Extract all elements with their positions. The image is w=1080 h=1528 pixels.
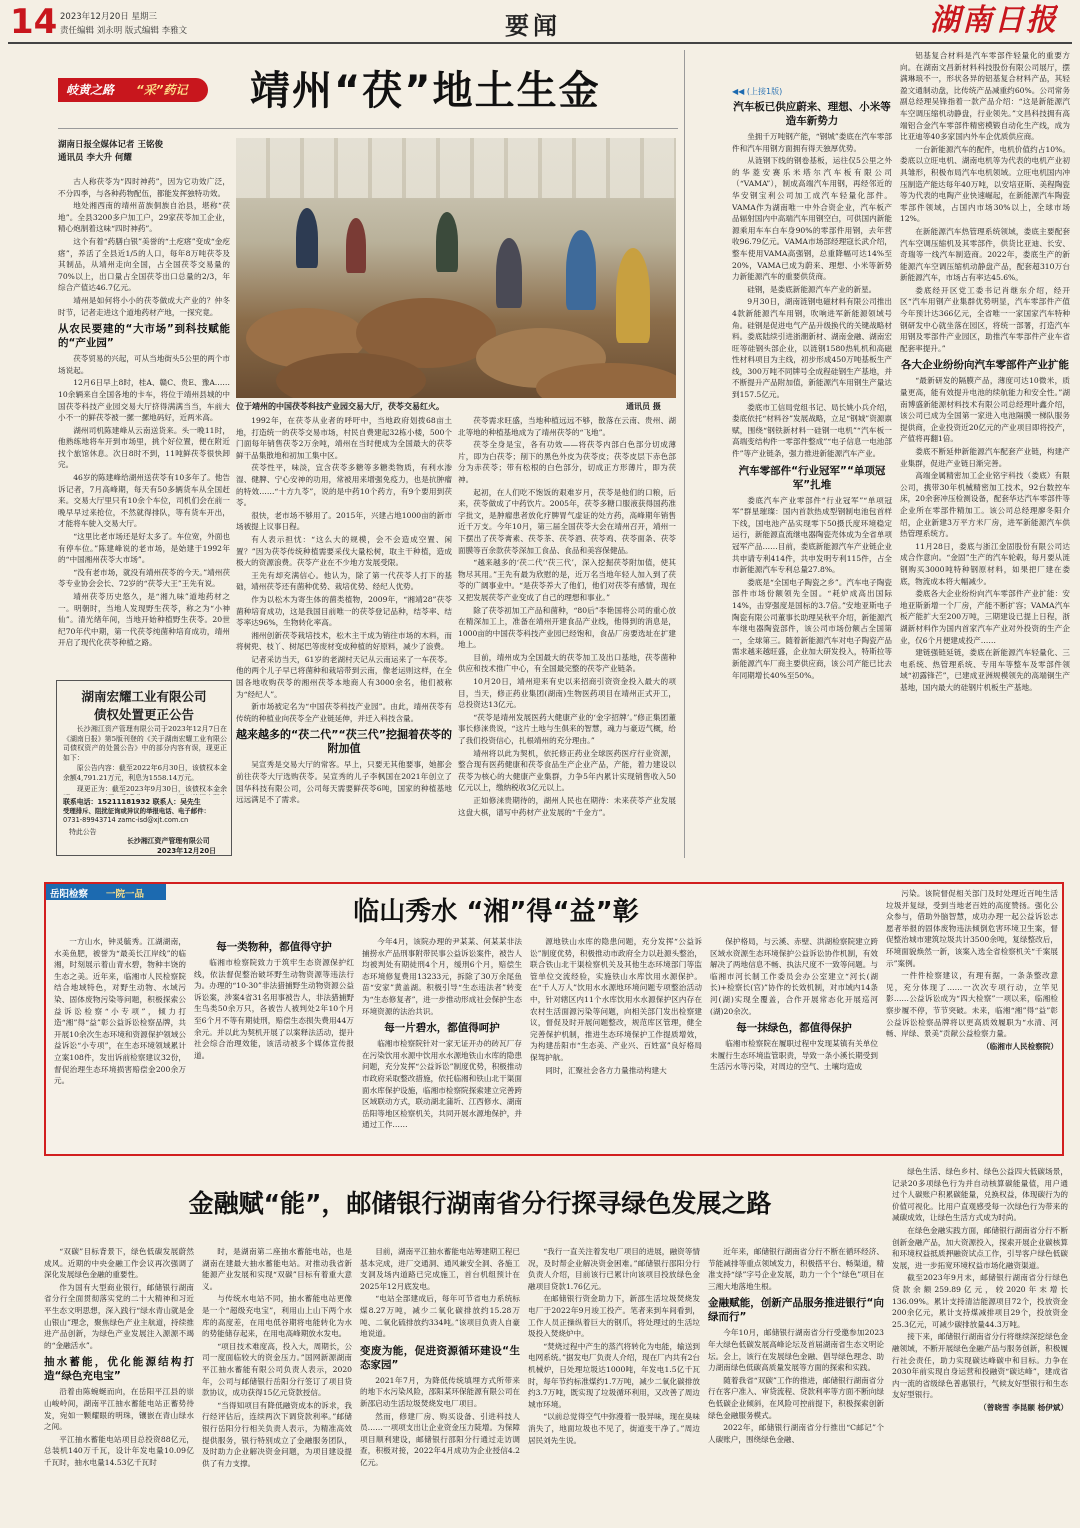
bank-sub-2: 变废为能，促进资源循环建设“生态家园” (360, 1344, 520, 1371)
paragraph: 与传统水电站不同，抽水蓄能电站更像是一个“超级充电宝”，利用山上山下两个水库的高度差，在用电低谷期将电能转化为水的势能储存起来，在用电高峰期放水发电。 (202, 1294, 352, 1339)
paragraph: 时，是湖南第二座抽水蓄能电站，也是湖南在建最大抽水蓄能电站。对推动我省新能源产业发展和实现“双碳”目标有着重大意义。 (202, 1247, 352, 1291)
bank-col5-body (708, 1246, 884, 1292)
auto-subtitle-1: 汽车板已供应蔚来、理想、小米等造车新势力 (733, 101, 891, 127)
paragraph: 目前，靖州成为全国最大的茯苓加工及出口基地，茯苓菌种供应和技术推广中心，有全国最完整的茯苓产业链条。 (458, 652, 676, 674)
auto-col1-body2 (732, 495, 892, 682)
paragraph: 靖州茯苓历史悠久，是“湘九味”道地药材之一。明朝时，当地人发现野生茯苓，称之为“小神仙”。清光绪年间，当地开始种植野生茯苓。20世纪70年代中期，第一代茯苓纯菌种培育成功，靖州开启了现代化茯苓种植之路。 (58, 592, 230, 648)
proc-col1 (54, 936, 186, 1154)
notice-date: 2023年12月20日 (157, 847, 217, 855)
paragraph: 10月20日，靖州迎来有史以来招商引资资金投入最大的项目，当天，修正药业集团(湖南)生物医药项目在靖州正式开工，总投资达13亿元。 (458, 677, 676, 710)
top-story-col1 (58, 176, 230, 672)
bank-col2-body (202, 1246, 352, 1469)
notice-closing: 特此公告 (69, 828, 97, 836)
paragraph: 从涟钢下线的钢卷基板，运往仅5公里之外的华菱安赛乐米塔尔汽车板有限公司（“VAMA”），制成高端汽车用钢，再经邻近的华安钢宝利公司加工成汽车轻量化部件。VAMA作为湖南唯一中外合资企业，汽车板产品辐射国内中高端汽车用钢空白，可供国内新能源乘用车车白车身90%的零部件用钢，去年营收96.79亿元。VAMA市场部经理寇长武介绍，整车使用VAMA高强钢，总重降幅可达14%至20%，VAMA已成为蔚来、理想、小米等新势力新能源汽车的重要供货商。 (732, 156, 892, 282)
paragraph: “我行一直关注着发电厂项目的进展，融资等情况，及时帮企业解决资金困难。”邮储银行邵阳分行负责人介绍，目前该行已累计向该项目投放绿色金融项目贷款1.76亿元。 (528, 1247, 700, 1291)
paragraph: 坐拥千万吨钢产能，“钢城”娄底在汽车零部件和汽车用钢方面拥有得天独厚优势。 (732, 132, 892, 153)
photo-credit: 通讯员 摄 (626, 402, 661, 411)
paragraph: 绿色生活、绿色乡村、绿色公益四大低碳场景，记录20多项绿色行为并自动核算碳能量值，用户通过个人碳账户积累碳能量，兑换权益，体现碳行为的价值可视化。比用户直观感受每一次绿色行为带来的减碳成效，让绿色生活方式成为时尚。 (892, 1167, 1068, 1223)
masthead-logo: 湖南日报 (930, 3, 1058, 38)
paragraph: “双碳”目标背景下，绿色低碳发展蔚然成风。近期的中央金融工作会议再次强调了深化发展绿色金融的重要性。 (44, 1247, 194, 1280)
paragraph: 12月6日早上8时，桂A、赣C、贵E、豫A……10余辆来自全国各地的卡车，将位于靖州县城的中国茯苓科技产业园交易大厅挤得满满当当，车前大小不一的鲜茯苓被一摞一摞地码好，近两米高。 (58, 378, 230, 423)
page-header (0, 0, 1080, 44)
paragraph: 娄底汽车产业零部件“行业冠军”“单项冠军”群星璀璨：国内首款热成型钢制电池包首样下线，国电池产品实现零下50摄氏度环境稳定运行，新能源直流继电器陶瓷壳体成为全省单项冠军产品……目前，娄底新能源汽车产业链企业共申请专利414件，共申发明专利115件，占全市新能源汽车专利总量27.8%。 (732, 495, 892, 575)
proc-sub-2: 每一片碧水，都值得呵护 (384, 1022, 500, 1035)
paragraph: 沿着由陈蜿蜒而向，在岳阳平江县的崇山峻岭间，湖南平江抽水蓄能电站正蓄势待发，宛如一颗耀眼的明珠，镶嵌在青山绿水之间。 (44, 1387, 194, 1432)
procuratorate-tag-b: 一院一品 (106, 889, 145, 900)
paragraph: 一件件检察建议，有理有据，一条条整改意见，充分体现了……一次次专项行动，立竿见影……公益诉讼成为“四大检察”一项以来，临湘检察步履不停，节节突破。未来，临湘“湘”得“益”彰公益诉讼检察品牌将以更高质效履职为“水清、河畅、岸绿、景美”贡献公益检察力量。 (886, 971, 1058, 1039)
paragraph: 长沙湘江资产管理有限公司于2023年12月7日在《湖南日报》第5版刊登的《关于湖南宏耀工业有限公司债权资产的处置公告》中的部分内容有误，现更正如下： (63, 725, 227, 762)
paragraph: 起初，在人们吃不饱饭的艰难岁月，茯苓是他们的口粮，后来，茯苓做成了中药饮片。2005年，茯苓多糖口服液获得国药准字批文，是肿瘤患者放化疗脾胃气虚证的处方药，高峰期年销售近千万支。今年10月，第三届全国茯苓大会在靖州召开，靖州一下摆出了茯苓膏素、茯苓茶、茯苓酒、茯苓鸡、茯苓面条、茯苓面膜等百余款茯苓深加工食品、食品和美容保健品。 (458, 487, 676, 555)
bank-col2 (202, 1246, 352, 1526)
paragraph: 娄底是“全国电子陶瓷之乡”。汽车电子陶瓷部件市场份额领先全国。“耗炉成高出国际14%，击穿强度是国标的3.7倍。”安地亚斯电子陶瓷有限公司董事长助理吴秋平介绍，新能源汽车继电器陶瓷部件，该公司市场份额占全国第一，全球第三。随着新能源汽车对电子陶瓷产品需求越来越旺盛，企业加大研发投入，特斯拉等新能源汽车厂商主要供应商，该公司产能已比去年同期增长40%至50%。 (732, 577, 892, 680)
paragraph: 截至2023年9月末，邮储银行湖南省分行绿色贷款余额259.89亿元，较2020年末增长136.09%。累计支持清洁能源项目72个，投放资金200余亿元，累计支持煤减排项目29个，投放资金25.3亿元，可减少碳排放量44.3万吨。 (892, 1273, 1068, 1329)
paragraph: 一方山水，钟灵毓秀。江湖湖南，水美鱼肥，被誉为“最美长江岸线”的临湘，时刻展示着山青水碧，物种丰饶的生态之美。近年来，临湘市人民检察院结合地域特色，对野生动物、水域污染、固体废物污染等问题，积极探索公益诉讼检察“小专项”，倾力打造“湘”得“益”彰公益诉讼检察品牌，共开展10余次生态环境和资源保护领域公益诉讼“小专项”，在生态环境领域累计立案108件，发出诉前检察建议32份，督促治理生态环境损害赔偿金200余万元。 (54, 937, 186, 1086)
paragraph: 记者采访当天，61岁的老湖村天记从云南运来了一车茯苓。他的两个儿子早已将菌种和栽培带到云南，像老运则这样，在全国各地收购茯苓的湘州茯苓本地商人有3000余名，他们被称为“经纪人”。 (236, 654, 452, 699)
paragraph: 在绿色金融实践方面，邮储银行湖南省分行不断创新金融产品，加大资源投入，探索开展企业碳核算和环境权益抵质押融资试点工作，引导客户绿色低碳发展，进一步拓宽环境权益市场化融资渠道。 (892, 1225, 1068, 1270)
paragraph: 娄底不断延伸新能源汽车配套产业链，构建产业集群，促进产业链日渐完善。 (900, 447, 1070, 468)
paragraph: 茯苓全身是宝，各有功效——将茯苓内部白色部分切成薄片，即为白茯苓；削下的黑色外皮为茯苓皮；茯苓皮层下赤色部分为赤茯苓；带有松根的白色部分，切成正方形薄片，即为茯神。 (458, 440, 676, 484)
paragraph: 接下来，邮储银行湖南省分行将继续深挖绿色金融领域，不断开展绿色金融产品与服务创新，积极履行社会责任，助力实现碳达峰碳中和目标。力争在2030年前实现自身运营和投融资“碳达峰”，建成省内一流的省级绿色普惠银行，气候友好型银行和生态友好型银行。 (892, 1332, 1068, 1400)
auto-col2-body (900, 50, 1070, 354)
paragraph: “最新研发的隔膜产品，薄度可达10微米，质量更高，能有效提升电池的续航能力和安全性。”湖南博盛新能源材料技术有限公司总经理叶鑫介绍，该公司已成为全国第一家进入电池隔膜一梯队服务提供商，企业投资近20亿元的产业项目即将投产，产值将再翻1倍。 (900, 376, 1070, 444)
paragraph: 很快，老市场不够用了。2015年，兴建占地1000亩的新市场被提上议事日程。 (236, 510, 452, 532)
header-rule (8, 42, 1072, 44)
paragraph: 临湘市检察院针对一家无证开办的砖瓦厂存在污染饮用水源中饮用水水源地铁山水库的隐患问题，充分发挥“公益诉讼”制度优势，积极推动市政府采取整改措施，依托临湘和铁山北干渠面面水库保护设施，临湘市检察院探索建立完善跨区域联动方式，联动湖北蒲圻、江西修水、湖南岳阳等地区检察机关，共同开展水源地保护，并通过工作…… (362, 1039, 522, 1130)
auto-subtitle-2: 汽车零部件“行业冠军”“单项冠军”扎堆 (738, 464, 886, 491)
notice-box (56, 680, 232, 856)
notice-signature: 长沙湘江资产管理有限公司 (127, 837, 210, 845)
continued-arrow-icon: ◀◀ (732, 87, 745, 96)
paragraph: 近年来，邮储银行湖南省分行不断在循环经济、节能减排等重点领域发力，积极搭平台、畅渠道，精准支持“绿”字号企业发展，助力一个个“绿色”项目在三湘大地落地生根。 (708, 1247, 884, 1291)
bank-col1-body (44, 1246, 194, 1351)
paragraph: 1992年，在茯苓从业者的呼吁中，当地政府划拨68亩土地，打造统一的茯苓交易市场，村民自费建起32栋小楼，500个门面每年销售茯苓2万余吨，靖州在当时便成为全国最大的茯苓鲜干品集散地和初加工集中区。 (236, 416, 452, 460)
col2-subheading: 越来越多的“茯二代”“茯三代”挖掘着茯苓的附加值 (236, 728, 452, 756)
bank-credit: （曾晓雪 李昆颐 杨伊斌） (979, 1402, 1068, 1412)
bank-sub-1: 抽水蓄能，优化能源结构打造“绿色充电宝” (44, 1356, 194, 1383)
procuratorate-box (44, 882, 1064, 1156)
col2-body2 (236, 759, 452, 805)
paragraph: 作为以松木为寄生体的菌类植物，2009年，“湘靖28”茯苓菌种培育成功，这是我国目前唯一的茯苓登记品种，结苓率、结苓率达96%，生物转化率高。 (236, 594, 452, 628)
auto-col2-body2 (900, 375, 1070, 693)
top-story-col3 (458, 415, 676, 855)
top-title-rule (58, 128, 678, 129)
bank-title: 金融赋“能”，邮储银行湖南省分行探寻绿色发展之路 (188, 1189, 772, 1218)
paragraph: 原公告内容：截至2022年6月30日，该债权本金余额4,791.21万元，利息为1558.14万元。 (63, 764, 227, 782)
proc-col3-body (530, 936, 702, 1076)
proc-col2-body (362, 936, 522, 1017)
notice-report-value: 0731-89943714 zamc-isd@xjt.com.cn (63, 816, 189, 824)
paragraph: 这个有着“药膳白银”美誉的“土疙瘩”变成“金疙瘩”，养活了全县近1/5的人口，每年8万吨茯苓及其制品，从靖州走向全国，占全国茯苓交易量的70%以上，出口量占全国茯苓出口总量的2/3，年综合产值达46.7亿元。 (58, 236, 230, 293)
paragraph: “项目技术难度高，投入大，周期长，公司一度面临较大的资金压力。”国网新源湖南平江抽水蓄能有限公司负责人表示，2020年，公司与邮储银行岳阳分行签订了项目贷款协议，成功获得15亿元贷款授信。 (202, 1341, 352, 1398)
procuratorate-tag (46, 884, 166, 900)
top-story-col2 (236, 415, 452, 855)
paragraph: 作为国有大型商业银行，邮储银行湖南省分行全面贯彻落实党的二十大精神和习近平生态文明思想，深入践行“绿水青山就是金山银山”理念，聚焦绿色产业主航道，持续推进产品创新，为绿色产业发展注入源源不竭的“金融活水”。 (44, 1282, 194, 1350)
proc-col6 (886, 888, 1058, 1154)
paragraph: 临湘市检察院致力于筑牢生态资源保护红线，依法督促整治破坏野生动物资源等违法行为。办理的“10·30”非法猎捕野生动物资源公益诉讼案，涉案4省31名用事被告人，非法猎捕野生鸟类50余万只，各被告人被判处2年10个月至6个月不等有期徒刑，赔偿生态损失费用44万余元。并以此为契机开展了以案释法活动，提升社会综合治理效能，该活动被多个媒体宣传报道。 (194, 958, 354, 1060)
paragraph: 除了茯苓初加工产品和菌种，“80后”李艳国将公司的重心放在精深加工上，准备在靖州开建食品产业线，他得到的消息是，1000亩的中国茯苓科技产业园已经饱和，食品厂房要选址在扩建地上。 (458, 605, 676, 650)
proc-col5-body (886, 888, 1058, 1040)
proc-col4-body (710, 936, 878, 1017)
page-number: 14 (10, 2, 58, 42)
col2-body (236, 415, 452, 724)
paragraph: 茯苓性平，味淡，宜含茯苓多糖等多糖类物质，有利水渗湿、健脾、宁心安神的功用，常被用来增强免疫力，也是抗肿瘤的特效……“十方九苓”，说的是中药10个药方，有9个要用到茯苓。 (236, 463, 452, 508)
paragraph: 在新能源汽车热管理系统领域，娄底主要配套汽车空调压缩机及其零部件，供货比亚迪、长安、奇瑞等一线汽车制造商。2022年，娄底生产的新能源汽车空调压缩机动静盘产品，配套超310万台新能源汽车，市场占有率达45.6%。 (900, 226, 1070, 283)
column-tag-a: 岐黄之路 (66, 83, 115, 97)
auto-col2 (900, 50, 1070, 856)
paragraph: 临湘市检察院在履职过程中发现某镇有关单位未履行生态环境监管职责，导致一条小溪长期受到生活污水等污染，对周边的空气、土壤均造成 (710, 1039, 878, 1072)
col1-intro (58, 176, 230, 318)
paragraph: 11月28日，娄底与浙江金固股份有限公司达成合作意向。“金固”生产的汽车轮毂，每月要从涟钢购买3000吨特种钢原材料，如果把厂建在娄底，物流成本将大幅减少。 (900, 541, 1070, 586)
paragraph: 污染。该院督促相关部门及时处理近百吨生活垃圾并复绿，受到当地老百姓的高度赞扬。强化公众参与，借助外脑智慧，成功办理一起公益诉讼志愿者举报的固体废物违法倾倒危害环境卫生案，督促整治城市建筑垃圾共计3500余吨，复绿整改后，环境面貌焕然一新，该案入选全省检察机关“千案展示”案例。 (886, 889, 1058, 968)
paragraph: 2022年，邮储银行湖南省分行推出“C邮记”个人碳账户，围绕绿色金融、 (708, 1423, 884, 1444)
paragraph: 娄底各大企业纷纷向汽车零部件产业扩能：安地亚斯新增一个厂房，产能不断扩容；VAMA汽车板产能扩大至200万吨，三期建设已提上日程，浙湖新材料作为国内首家汽车产业对外投资的生产企业，仅6个月便建成投产…… (900, 589, 1070, 645)
proc-sub-1: 每一类物种，都值得守护 (216, 941, 332, 953)
paragraph: 平江抽水蓄能电站项目总投资88亿元，总装机140万千瓦，设计年发电量10.09亿千瓦时，抽水电量14.53亿千瓦时 (44, 1434, 194, 1467)
paragraph: 娄底经开区党工委书记肖继东介绍，经开区“汽车用钢产业集群优势明显，汽车零部件产值今年预计达366亿元，全省唯一一家国家汽车特种钢研发中心就坐落在园区，将统一部署，打造汽车用钢及零部件产业园区，助推汽车零部件产业车省配套率提升。” (900, 285, 1070, 353)
bank-col3-body (360, 1246, 520, 1340)
paragraph: 一台新能源汽车的配件，电机价值约占10%。娄底以立旺电机、湖南电机等为代表的电机产业初具雏形，积极布局汽车电机领域。立旺电机国内冲压制造产能达每年40万吨，以安培亚斯、美程陶瓷等为代表的电陶产业快速崛起，在新能源汽车陶瓷零部件领域，占国内市场30%以上，全球市场12%。 (900, 144, 1070, 224)
byline-1: 湖南日报全媒体记者 王铭俊 (58, 140, 163, 150)
paragraph: 保护格局，与云溪、赤壁、洪湖检察院建立跨区域水资源生态环境保护公益诉讼协作机制，有效解决了两地信息不畅、执法尺度不一致等问题。与临湘市河长制工作委员会办公室建立“河长(湖长)+检察长(官)”协作的长效机制，对市域内14条河(湖)实现全覆盖，合作开展常态化开展巡河(湖)20余次。 (710, 937, 878, 1016)
paragraph: “焚烧过程中产生的蒸汽将转化为电能，输送到电网系统。”据发电厂负责人介绍，现在厂内共有2台机械炉，日处理垃圾达1000吨，年发电1.5亿千瓦时，每年节约标准煤约1.7万吨，减少二氧化碳排放约3.7万吨，既实现了垃圾循环利用，又改善了周边城市环境。 (528, 1341, 700, 1409)
notice-body (63, 725, 227, 795)
paragraph: 在邮储银行资金助力下，新邵生活垃圾焚烧发电厂于2022年9月竣工投产。笔者来到车间看到，工作人员正操纵着巨大的钢爪，将处理过的生活垃圾投入焚烧炉中。 (528, 1294, 700, 1339)
paragraph: 地处湘西南的靖州苗族侗族自治县，堪称“茯地”。全县3200多户加工户，29家茯苓加工企业，精心炮制着这味“四时神药”。 (58, 201, 230, 234)
paragraph: “当得知项目有降低融资成本的诉求，我行经评估后，连续两次下调贷款利率。”邮储银行岳阳分行相关负责人表示，为精准高效提供服务，银行特别成立了金融服务团队，及时助力企业解决资金问题，为项目建设提供了有力支撑。 (202, 1400, 352, 1468)
col1-body (58, 353, 230, 649)
paragraph: 硅钢，是娄底新能源汽车产业的新星。 (747, 284, 877, 294)
column-tag (58, 78, 208, 102)
proc-col4 (530, 936, 702, 1154)
paragraph: 茯苓贸易的兴起，可从当地街头5公里的两个市场说起。 (58, 354, 230, 375)
bank-sub-3: 金融赋能，创新产品服务推进银行“向绿而行” (708, 1297, 884, 1324)
proc-col2 (194, 936, 354, 1154)
paragraph: 源地铁山水库的隐患问题，充分发挥“公益诉讼”制度优势，积极推动市政府全力以赴源头整治，联合铁山北干渠检察机关及其他生态环境部门等监管单位交流经验，实施铁山水库饮用水源保护。在“千人万人”饮用水水源地环境问题专项整治活动中，针对辖区内11个水库饮用水水源保护区内存在农村生活面源污染等问题，向相关部门发出检察建议，督促及时开展问题整改，规范库区管理，健全完善保护机制，推进生态环境保护工作提质增效，为构建岳阳市“生态美、产业兴、百姓富”良好格局保驾护航。 (530, 937, 702, 1062)
section-name: 要闻 (505, 12, 561, 40)
bank-col4 (528, 1246, 700, 1526)
paragraph: 有人表示担忧：“这么大的规模，会不会造成空置、闲置？”因为茯苓传统种植需要采伐大量松树，取主干种植，造成极大的资源浪费。茯苓产业在不少地方发展受限。 (236, 534, 452, 568)
procuratorate-title: 临山秀水 “湘”得“益”彰 (353, 897, 639, 927)
paragraph: 高端金属精密加工企业铭宇科技（娄底）有限公司，携带30年机械精密加工技术，92台数控车床，20余套冲压检测设备，配套华达汽车零部件等企业所在零部件精加工。该公司总经理廖冬阳介绍，企业新建3万平方米厂房，进军新能源汽车供热管理系统方。 (900, 471, 1070, 539)
bank-col6 (892, 1166, 1068, 1526)
paragraph: “没有老市场，就没有靖州茯苓的今天。”靖州茯苓专业协会会长、72岁的“茯苓大王”王先有说。 (58, 567, 230, 589)
col1-subheading: 从农民要建的“大市场”到科技赋能的“产业园” (58, 323, 230, 350)
paragraph: 新市场被定名为“中国茯苓科技产业园”。由此，靖州茯苓有传统的种植业向茯苓全产业链延伸，并迁入科技含量。 (236, 702, 452, 723)
paragraph: “这里比老市场还是好太多了。车位宽，外面也有停车位。”陈建峰说的老市场，是始建于1992年的“中国湘州茯苓大市场”。 (58, 532, 230, 565)
byline-2: 通讯员 李大升 何耀 (58, 153, 132, 163)
proc-col5 (710, 936, 878, 1154)
proc-body2 (362, 1038, 522, 1131)
bank-col5 (708, 1246, 884, 1526)
paragraph: 然而，修建厂房、购买设备、引进科技人员……一项项支出让企业资金压力陡增。为保障项目顺利建设，邮储银行邵阳分行通过走访调查，积极对接，2022年4月成功为企业授信4.2亿元。 (360, 1411, 520, 1467)
proc-credit: （临湘市人民检察院） (982, 1041, 1058, 1051)
paragraph: 娄底市工信局党组书记、局长姚小兵介绍，娄底依托“材料谷”发展战略，立足“钢城”资源禀赋，围绕“钢铁新材料一硅钢一电机”“汽车板一高端变结构件一零部件整成”“电子信息一电池部件”等产业链条，强力推进新能源汽车产业。 (732, 402, 892, 459)
bank-col1-body2 (44, 1386, 194, 1468)
paragraph: 今年10月，邮储银行湖南省分行受邀参加2023年大绿色低碳发展高峰论坛及首届湖南省生态文明论坛。会上，该行在发展绿色金融、倡导绿色理念、助力湖南绿色低碳高质量发展等方面的探索和实践。 (708, 1328, 884, 1373)
continued-text: (上接1版) (746, 87, 783, 96)
paragraph: 湖州司机陈建峰从云南送货来。头一晚11时，他熟练地将车开到市场里，挑个好位置，便在附近找个旅馆休息。次日8时不到，11吨鲜茯苓很快卸完。 (58, 425, 230, 470)
proc-body3 (710, 1038, 878, 1073)
col3-body (458, 415, 676, 818)
date-line: 2023年12月20日 星期三 (60, 12, 157, 22)
paragraph: 湘州创新茯苓栽培技术，松木主干成为销往市场的木料，而将树兜、枝丫、树尾巴等废材变成种植的好原料，减少了浪费。 (236, 630, 452, 652)
paragraph: “越来越多的‘茯二代’‘茯三代’，深入挖掘茯苓附加值，使其物尽其用。”王先有最为欣慰的是，近万名当地年轻人加入到了茯苓的广阔事业中。“是茯苓养大了他们，他们对茯苓有感情，现在又把发展茯苓产业变成了自己的理想和事业。” (458, 558, 676, 602)
bank-col4-body (528, 1246, 700, 1446)
paragraph: 王先有却充满信心。他认为，除了第一代茯苓人打下的基础，靖州茯苓还有菌种优势、栽培优势、经纪人优势。 (236, 570, 452, 592)
auto-story (692, 50, 1072, 858)
vertical-divider (684, 50, 685, 858)
top-story-title: 靖州“茯”地土生金 (250, 68, 601, 114)
paragraph: 靖州将以此为契机，依托修正药业全球医药医疗行业资源，整合现有医药健康和茯苓食品生产企业产品，产能，着力建设以茯苓为核心的大健康产业集群，力争5年内累计实现销售收入50亿元以上，缴纳税收3亿元以上。 (458, 748, 676, 793)
paragraph: 正如修涞贵期待的，湖州人民也在期待：未来茯苓产业发展这盘大棋，谱写中药材产业发展的“千金方”。 (458, 796, 676, 817)
paragraph: 2021年7月，为降低传统填埋方式所带来的地下水污染风险，邵阳某环保能源有限公司在新邵启动生活垃圾焚烧发电厂项目。 (360, 1375, 520, 1408)
notice-title-1: 湖南宏耀工业有限公司 (81, 689, 207, 704)
procuratorate-tag-a: 岳阳检察 (50, 889, 89, 900)
auto-col1-body (732, 131, 892, 460)
market-photo (236, 138, 676, 398)
paragraph: 建链强链延链，娄底在新能源汽车轻量化、三电系统、热管理系统、专用车等整车及零部件领域“初露锋芒”，已建成亚洲规模领先的高端铜生产基地，国内最大的硅钢片机板生产基地。 (900, 648, 1070, 692)
paragraph: 靖州是如何将小小的茯苓做成大产业的？仲冬时节，记者走进这个道地药材产地，一探究竟。 (58, 295, 230, 317)
paragraph: “电站全部建成后，每年可节省电力系统标煤8.27万吨，减少二氧化碳排放约15.28万吨、二氧化硫排放约334吨。”该项目负责人自豪地说道。 (360, 1294, 520, 1339)
notice-report-label: 受理排斥、阻扰征询或异议的举报电话、电子邮件： (63, 807, 210, 815)
paragraph: 吴宣秀是交易大厅的常客。早上，只要无其他要事，她都会前往茯苓大厅选购茯苓。吴宣秀的儿子李枫国在2021年创立了国华科技有限公司，公司每天需要鲜茯苓6吨，国家的种植基地远远满足不了需求。 (236, 760, 452, 805)
bank-col5-body2 (708, 1327, 884, 1445)
notice-contact: 联系电话：15211181932 联系人：吴先生 (63, 798, 201, 806)
bank-col6-body (892, 1166, 1068, 1401)
auto-col2-subheading: 各大企业纷纷向汽车零部件产业扩能 (901, 359, 1069, 372)
editors-line: 责任编辑 刘永明 版式编辑 李雅文 (60, 26, 188, 36)
paragraph: 铝基复合材料是汽车零部件轻量化的重要方向。在湖南文昌新材料科技股份有限公司展厅，摆满琳琅不一，形状各异的铝基复合材料产品，其轻盈文通制动盘，比传统产品减重约60%。公司常务副总经理吴锋指着一款产品介绍：“这是新能源汽车空调压缩机动静盘，行业领先。”文昌科技拥有高端铝合金汽车零部件精密模锻自动化生产线，成为比亚迪等40多家国内外车企优质供应商。 (900, 51, 1070, 142)
paragraph: 茯苓需求旺盛，当地种植远远不够，散落在云南、贵州、湖北等地的种植基地成为了靖州茯苓的“飞地”。 (458, 416, 676, 437)
paragraph: 9月30日，湖南涟钢电磁材料有限公司推出4款新能源汽车用钢，吹响进军新能源领域号角。硅钢是促进电气产品升级换代的关键战略材料。娄底陆续引进浙潮新材、湖南金融、湖南宏旺等硅钢头部企业，以涟钢1580热轧机和高磁性材料项目为主线，初步形成450万吨基板生产线，300万吨不同牌号全成程硅钢生产基地，并不断提升产品附加值，新能源汽车用钢生产量达到157.5亿元。 (732, 297, 892, 400)
paragraph: 随着我省“双碳”工作的推进，邮储银行湖南省分行在客户准入、审贷流程、贷款利率等方面不断向绿色低碳企业倾斜，在风险可控前提下，积极探索创新绿色金融服务模式。 (708, 1375, 884, 1420)
paragraph: 今年4月，该院办理的尹某某、何某某非法捕捞水产品刑事附带民事公益诉讼案件，被告人均被判处有期徒刑4个月，缓刑6个月，赔偿生态环境修复费用13233元，拆除了30万余尾鱼苗“安家”黄盖湖。积极引导“生态违法者”转变为“生态修复者”，进一步推动形成社会保护生态环境资源的法治共识。 (362, 937, 522, 1016)
bank-col3-body2 (360, 1375, 520, 1469)
paragraph: 现更正为：截至2023年9月30日，该债权本金余 (76, 784, 227, 793)
proc-sub-3: 每一抹绿色，都值得保护 (736, 1022, 852, 1035)
paragraph: “茯苓是靖州发展医药大健康产业的‘金字招牌’。”修正集团董事长修涞贵说，“这片土地与生俱来的智慧，魂力与豪迈气概，给了我们投资信心，扎根靖州的充分理由。” (458, 712, 676, 746)
auto-col1 (732, 96, 892, 856)
photo-caption: 位于靖州的中国茯苓科技产业园交易大厅，茯苓交易红火。 (236, 402, 444, 411)
paragraph: 同时，汇聚社会各方力量推动构建大 (545, 1065, 667, 1075)
proc-col3 (362, 936, 522, 1154)
paragraph: 目前，湖南平江抽水蓄能电站筹建期工程已基本完成，进厂交通洞、通风兼安全洞、各施工支洞及场内道路已完成施工，首台机组预计在2025年12月底发电。 (360, 1247, 520, 1291)
paragraph: 46岁的陈建峰给湖州送茯苓有10多年了。他告诉记者，7月高峰期，每天有50多辆货车从全国赶来。交易大厅里只有10余个车位，司机们会在前一晚早早过来抢位，不然就得排队，等有货车开出，才能将车驶入交易大厅。 (58, 473, 230, 529)
proc-body1 (194, 957, 354, 1061)
proc-intro (54, 936, 186, 1087)
bank-col1 (44, 1246, 194, 1526)
paragraph: 古人称茯苓为“四时神药”，因为它功效广泛，不分四季，与各种药物配伍，都能发挥独特功效。 (58, 177, 230, 198)
notice-title-2: 债权处置更正公告 (93, 707, 194, 722)
column-tag-b: “采”药记 (136, 83, 188, 97)
paragraph: “以前总觉得空气中弥漫着一股异味，现在臭味消失了，地面垃圾也不见了，街道变干净了。”周边居民刘先生说。 (528, 1412, 700, 1445)
bank-col3 (360, 1246, 520, 1526)
